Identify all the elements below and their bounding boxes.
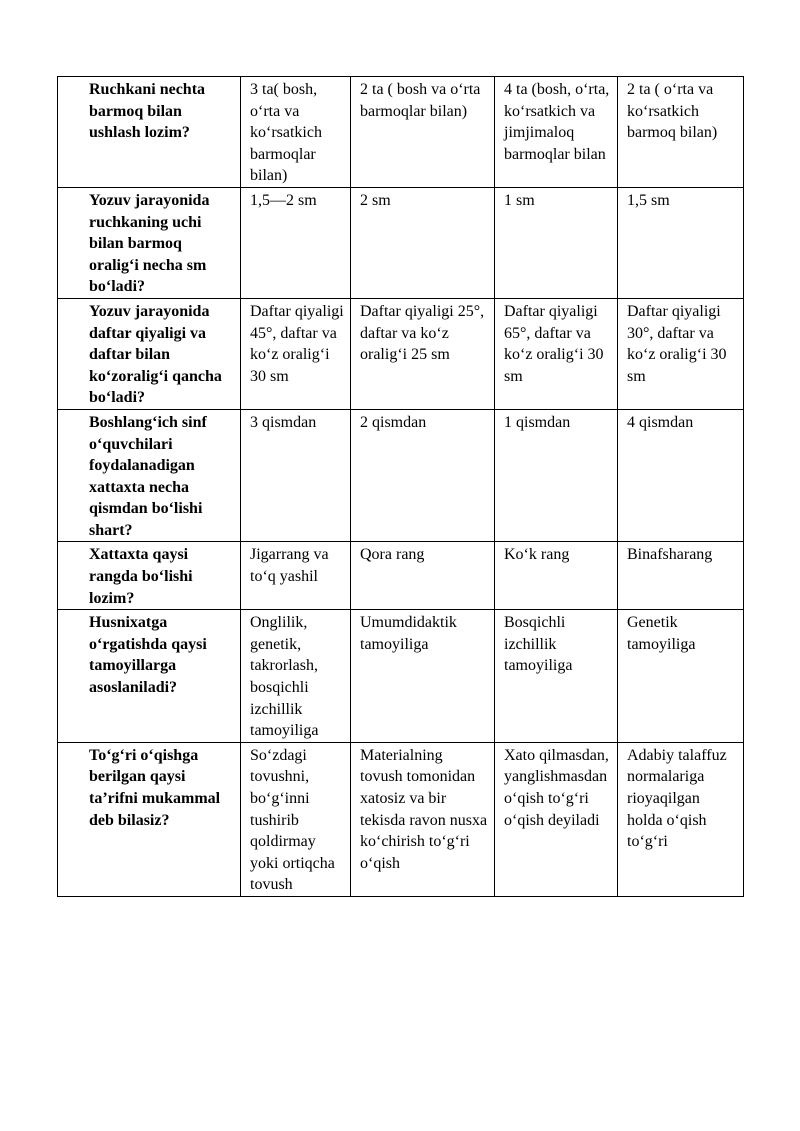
option-cell: 2 ta ( bosh va o‘rta barmoqlar bilan)	[351, 77, 495, 188]
option-cell: Qora rang	[351, 542, 495, 610]
option-cell: Genetik tamoyiliga	[618, 610, 744, 743]
table-row	[58, 77, 744, 188]
option-cell: Daftar qiyaligi 45°, daftar va ko‘z oralig‘i 30 sm	[241, 298, 351, 409]
question-cell: Ruchkani nechta barmoq bilan ushlash lozim?	[58, 77, 241, 188]
table-row	[58, 542, 744, 610]
option-cell: 1 sm	[495, 187, 618, 298]
option-cell: 2 ta ( o‘rta va ko‘rsatkich barmoq bilan)	[618, 77, 744, 188]
option-cell: Ko‘k rang	[495, 542, 618, 610]
option-cell: Jigarrang va to‘q yashil	[241, 542, 351, 610]
option-cell: Adabiy talaffuz normalariga rioyaqilgan holda o‘qish to‘g‘ri	[618, 742, 744, 896]
option-cell: 1 qismdan	[495, 409, 618, 542]
option-cell: 3 ta( bosh, o‘rta va ko‘rsatkich barmoqlar bilan)	[241, 77, 351, 188]
quiz-table	[57, 76, 744, 897]
option-cell: Materialning tovush tomonidan xatosiz va bir tekisda ravon nusxa ko‘chirish to‘g‘ri o‘qish	[351, 742, 495, 896]
table-row	[58, 187, 744, 298]
question-cell: Boshlang‘ich sinf o‘quvchilari foydalanadigan xattaxta necha qismdan bo‘lishi shart?	[58, 409, 241, 542]
option-cell: 2 qismdan	[351, 409, 495, 542]
option-cell: Bosqichli izchillik tamoyiliga	[495, 610, 618, 743]
option-cell: 4 qismdan	[618, 409, 744, 542]
option-cell: Onglilik, genetik, takrorlash, bosqichli izchillik tamoyiliga	[241, 610, 351, 743]
option-cell: Binafsharang	[618, 542, 744, 610]
question-cell: Xattaxta qaysi rangda bo‘lishi lozim?	[58, 542, 241, 610]
table-row	[58, 298, 744, 409]
table-row	[58, 742, 744, 896]
table-row	[58, 409, 744, 542]
option-cell: So‘zdagi tovushni, bo‘g‘inni tushirib qoldirmay yoki ortiqcha tovush	[241, 742, 351, 896]
option-cell: Xato qilmasdan, yanglishmasdan o‘qish to‘g‘ri o‘qish deyiladi	[495, 742, 618, 896]
option-cell: 4 ta (bosh, o‘rta, ko‘rsatkich va jimjimaloq barmoqlar bilan	[495, 77, 618, 188]
option-cell: Daftar qiyaligi 65°, daftar va ko‘z oralig‘i 30 sm	[495, 298, 618, 409]
question-cell: Yozuv jarayonida daftar qiyaligi va daftar bilan ko‘zoralig‘i qancha bo‘ladi?	[58, 298, 241, 409]
option-cell: 3 qismdan	[241, 409, 351, 542]
option-cell: Daftar qiyaligi 30°, daftar va ko‘z oralig‘i 30 sm	[618, 298, 744, 409]
option-cell: Umumdidaktik tamoyiliga	[351, 610, 495, 743]
question-cell: To‘g‘ri o‘qishga berilgan qaysi ta’rifni mukammal deb bilasiz?	[58, 742, 241, 896]
question-cell: Yozuv jarayonida ruchkaning uchi bilan barmoq oralig‘i necha sm bo‘ladi?	[58, 187, 241, 298]
option-cell: 1,5 sm	[618, 187, 744, 298]
table-row	[58, 610, 744, 743]
question-cell: Husnixatga o‘rgatishda qaysi tamoyillarga asoslaniladi?	[58, 610, 241, 743]
option-cell: Daftar qiyaligi 25°, daftar va ko‘z oralig‘i 25 sm	[351, 298, 495, 409]
option-cell: 2 sm	[351, 187, 495, 298]
option-cell: 1,5—2 sm	[241, 187, 351, 298]
